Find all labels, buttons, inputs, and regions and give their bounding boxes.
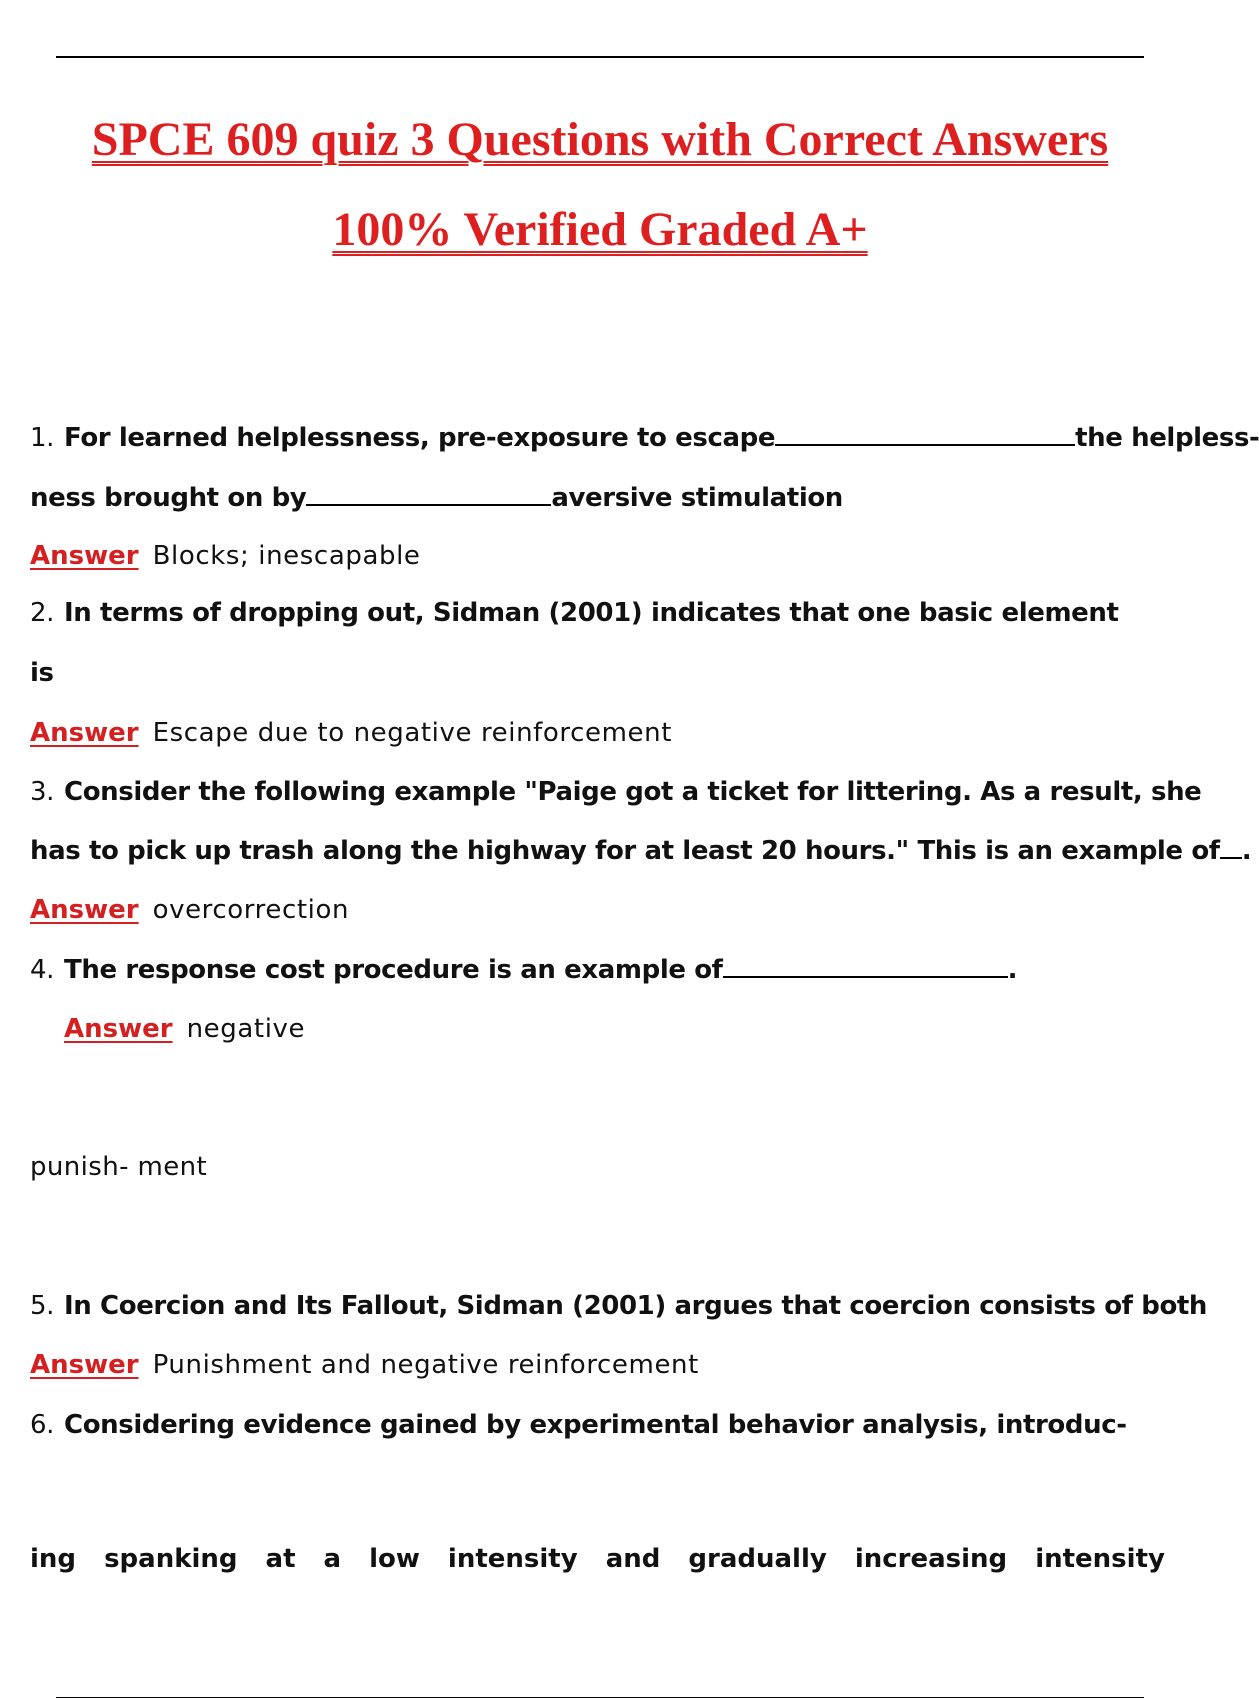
question-number: 6. — [30, 1410, 55, 1440]
word: intensity — [1035, 1544, 1165, 1574]
word: at — [265, 1544, 296, 1574]
answer-5 — [30, 1349, 699, 1381]
footer-rule — [56, 1697, 1144, 1698]
question-4-line-1 — [30, 954, 1017, 986]
question-6-line-1 — [30, 1409, 1127, 1441]
document-title-line-1: SPCE 609 quiz 3 Questions with Correct Answers — [91, 113, 1109, 166]
question-text: Consider the following example "Paige got a ticket for littering. As a result, she — [64, 777, 1202, 807]
word: increasing — [854, 1544, 1008, 1574]
answer-text: Escape due to negative reinforcement — [152, 718, 673, 748]
question-number: 5. — [30, 1291, 55, 1321]
answer-blank — [306, 482, 551, 506]
answer-label: Answer — [30, 895, 139, 925]
question-2-line-1 — [30, 597, 1119, 629]
answer-blank — [775, 422, 1075, 446]
question-text: aversive stimulation — [551, 483, 843, 513]
answer-label: Answer — [30, 718, 139, 748]
question-text: The response cost procedure is an example of — [64, 955, 723, 985]
question-3-line-2 — [30, 835, 1251, 867]
question-text: ness brought on by — [30, 483, 307, 513]
question-1-line-2 — [30, 482, 843, 514]
question-text: is — [30, 658, 54, 688]
answer-blank — [723, 954, 1008, 978]
answer-blank — [1220, 835, 1242, 859]
word: intensity — [447, 1544, 578, 1574]
answer-4 — [64, 1013, 305, 1045]
question-1-line-1 — [30, 422, 1259, 454]
question-2-line-2 — [30, 657, 54, 689]
document-title-line-2: 100% Verified Graded A+ — [332, 203, 868, 256]
word: low — [369, 1544, 420, 1574]
question-text: In Coercion and Its Fallout, Sidman (2001) argues that coercion consists of both — [64, 1291, 1208, 1321]
question-number: 4. — [30, 955, 55, 985]
question-text: . — [1241, 836, 1252, 866]
question-number: 2. — [30, 598, 55, 628]
word: ing — [30, 1544, 77, 1574]
answer-text: overcorrection — [152, 895, 350, 925]
question-5-line-1 — [30, 1290, 1207, 1322]
question-number: 3. — [30, 777, 55, 807]
header-rule — [56, 56, 1144, 58]
word: a — [323, 1544, 342, 1574]
question-text: the helpless- — [1075, 423, 1259, 453]
word: gradually — [688, 1544, 827, 1574]
answer-text: negative — [186, 1014, 306, 1044]
answer-text: Punishment and negative reinforcement — [152, 1350, 699, 1380]
question-text: has to pick up trash along the highway for at least 20 hours." This is an example of — [30, 836, 1220, 866]
answer-4-continued: punish- ment — [30, 1152, 208, 1182]
answer-3 — [30, 894, 349, 926]
word: spanking — [104, 1544, 238, 1574]
question-number: 1. — [30, 423, 55, 453]
answer-label: Answer — [30, 541, 139, 571]
answer-1 — [30, 540, 421, 572]
question-text: For learned helplessness, pre-exposure to escape — [64, 423, 776, 453]
word: and — [605, 1544, 661, 1574]
answer-2 — [30, 717, 672, 749]
question-6-line-2 — [30, 1543, 1165, 1575]
answer-text: Blocks; inescapable — [152, 541, 421, 571]
question-text: Considering evidence gained by experimental behavior analysis, introduc- — [64, 1410, 1127, 1440]
answer-label: Answer — [64, 1014, 173, 1044]
question-text: In terms of dropping out, Sidman (2001) indicates that one basic element — [64, 598, 1119, 628]
question-text: . — [1007, 955, 1018, 985]
answer-label: Answer — [30, 1350, 139, 1380]
question-3-line-1 — [30, 776, 1201, 808]
